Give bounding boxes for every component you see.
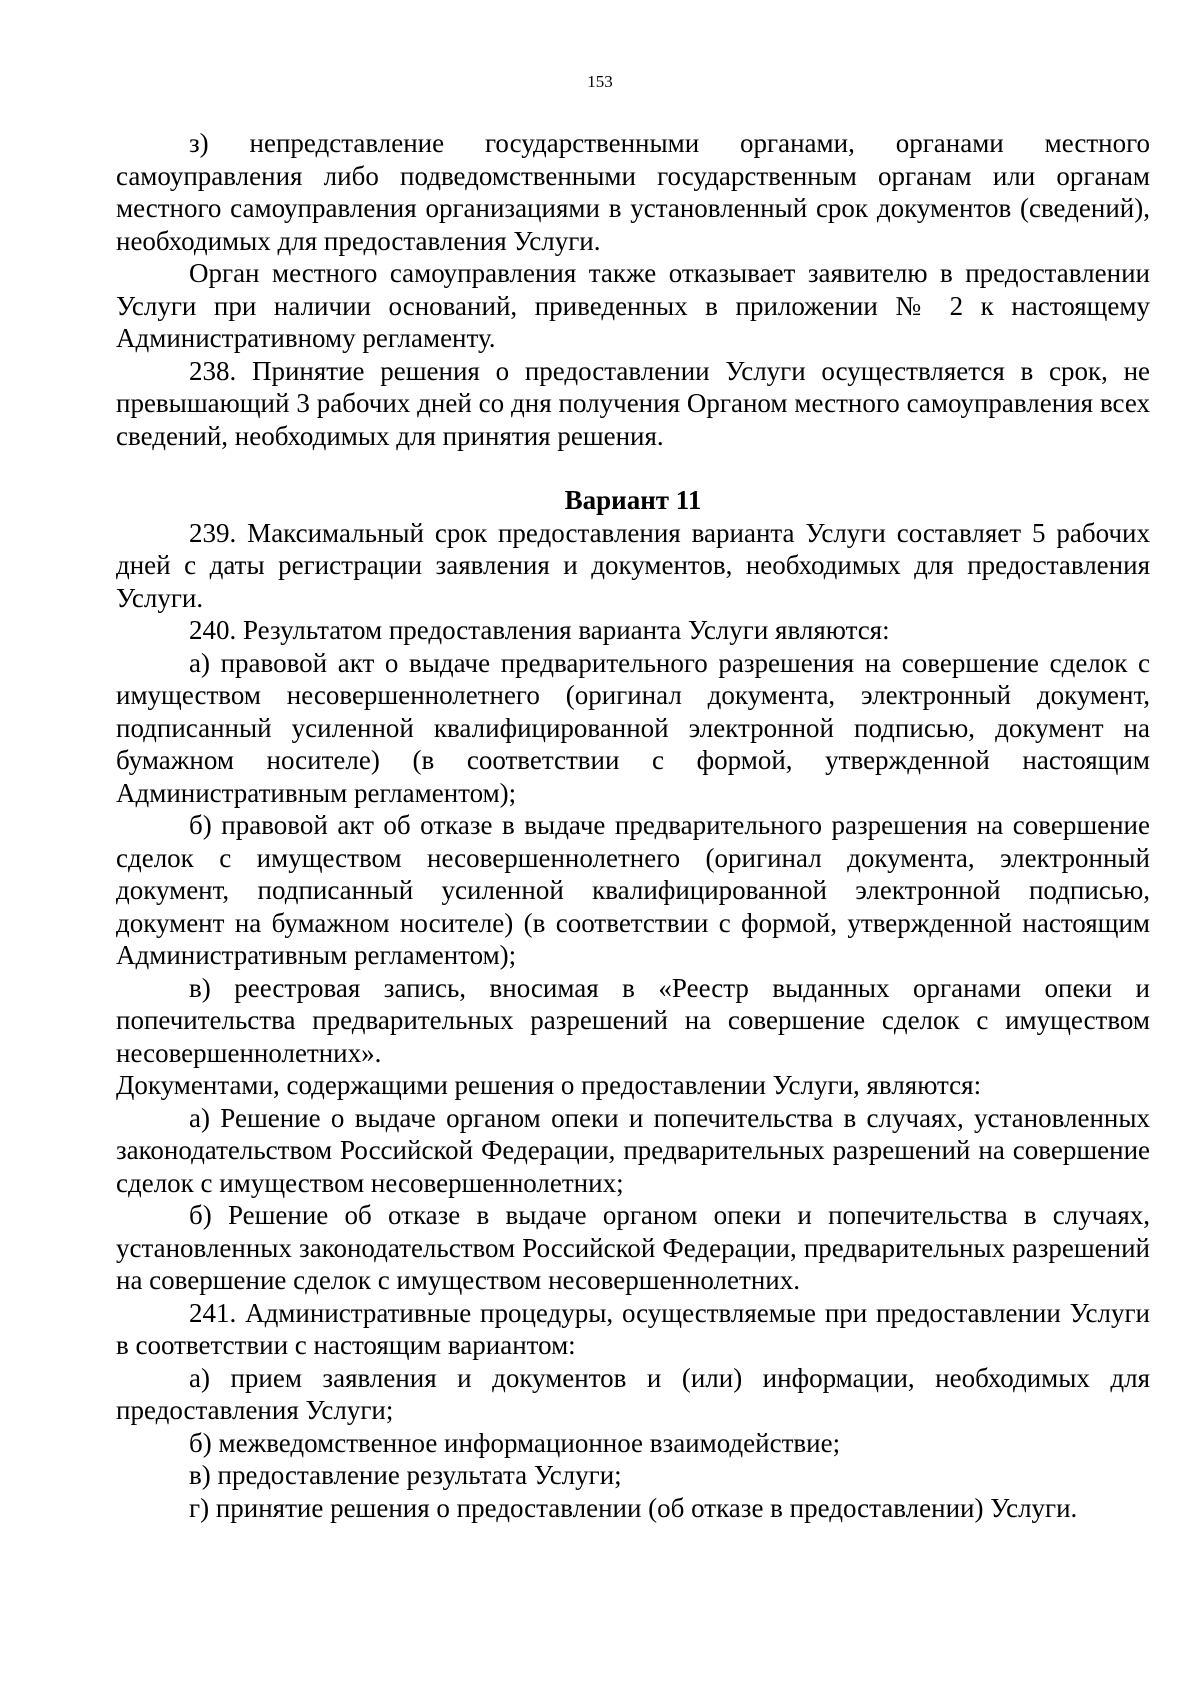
page-number: 153 <box>587 72 613 91</box>
paragraph-241-b: б) межведомственное информационное взаимодействие; <box>189 1427 841 1458</box>
paragraph-decision-documents: Документами, содержащими решения о предоставлении Услуги, являются: <box>116 1070 982 1100</box>
paragraph-240-b: б) правовой акт об отказе в выдаче предварительного разрешения на совершение сделок с имуществом несовершеннолетнего (оригинал документа, электронный документ, подписанный усиленной квалифицированной электронной подписью, документ на бумажном носителе) (в соответствии с формой, утвержденной настоящим Административным регламентом); <box>116 810 1150 970</box>
paragraph-240-a: а) правовой акт о выдаче предварительного разрешения на совершение сделок с имуществом несовершеннолетнего (оригинал документа, электронный документ, подписанный усиленной квалифицированной электронной подписью, документ на бумажном носителе) (в соответствии с формой, утвержденной настоящим Административным регламентом); <box>116 647 1150 808</box>
paragraph-241: 241. Административные процедуры, осуществляемые при предоставлении Услуги в соответствии с настоящим вариантом: <box>116 1297 1150 1360</box>
paragraph-241-v: в) предоставление результата Услуги; <box>189 1460 622 1490</box>
paragraph-decision-b: б) Решение об отказе в выдаче органом опеки и попечительства в случаях, установленных законодательством Российской Федерации, предварительных разрешений на совершение сделок с имуществом несовершеннолетних. <box>116 1200 1150 1295</box>
section-heading: Вариант 11 <box>564 485 702 515</box>
document-body <box>116 127 1150 1524</box>
paragraph-240: 240. Результатом предоставления варианта Услуги являются: <box>189 615 890 645</box>
paragraph-239: 239. Максимальный срок предоставления варианта Услуги составляет 5 рабочих дней с даты регистрации заявления и документов, необходимых для предоставления Услуги. <box>116 517 1150 613</box>
paragraph-refusal-grounds: Орган местного самоуправления также отказывает заявителю в предоставлении Услуги при наличии оснований, приведенных в приложении № 2 к настоящему Административному регламенту. <box>116 258 1150 353</box>
paragraph-241-g: г) принятие решения о предоставлении (об отказе в предоставлении) Услуги. <box>189 1492 1078 1523</box>
paragraph-240-v: в) реестровая запись, вносимая в «Реестр выданных органами опеки и попечительства предварительных разрешений на совершение сделок с имуществом несовершеннолетних». <box>116 972 1150 1068</box>
paragraph-item-z: з) непредставление государственными органами, органами местного самоуправления либо подведомственными государственным органам или органам местного самоуправления организациями в установленный срок документов (сведений), необходимых для предоставления Услуги. <box>116 128 1150 256</box>
paragraph-decision-a: а) Решение о выдаче органом опеки и попечительства в случаях, установленных законодательством Российской Федерации, предварительных разрешений на совершение сделок с имуществом несовершеннолетних; <box>116 1102 1150 1198</box>
paragraph-238: 238. Принятие решения о предоставлении Услуги осуществляется в срок, не превышающий 3 рабочих дней со дня получения Органом местного самоуправления всех сведений, необходимых для принятия решения. <box>116 355 1150 451</box>
paragraph-241-a: а) прием заявления и документов и (или) информации, необходимых для предоставления Услуги; <box>116 1362 1150 1425</box>
